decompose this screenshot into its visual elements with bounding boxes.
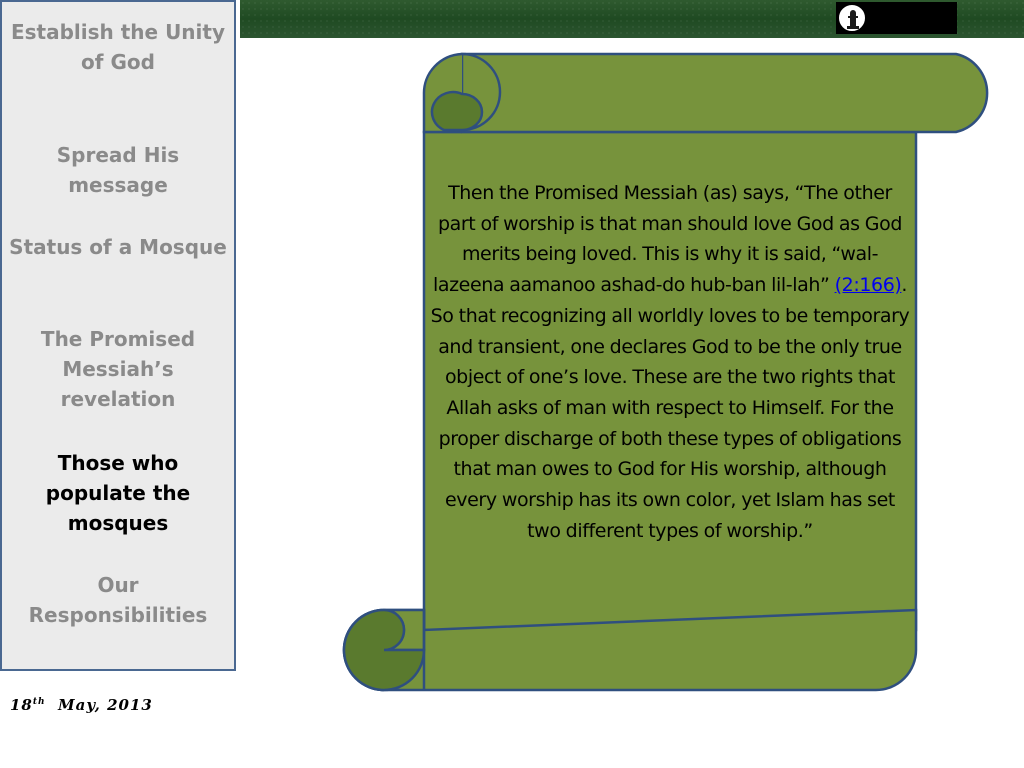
sidebar-item-spread-message[interactable]: Spread His message (56, 143, 180, 197)
sidebar-item-unity[interactable]: Establish the Unity of God (10, 20, 225, 74)
sidebar-item-status-mosque[interactable]: Status of a Mosque (9, 235, 227, 259)
sidebar-item-revelation[interactable]: The Promised Messiah’s revelation (40, 327, 196, 411)
minaret-logo-icon (838, 4, 866, 32)
date-label: 18th May, 2013 (10, 696, 153, 714)
logo (836, 2, 957, 34)
scroll-quote-text: Then the Promised Messiah (as) says, “The other part of worship is that man should love God as God merits being loved. This is why it is said, “wal-lazeena aamanoo ashad-do hub-ban lil-lah” (2:166). So that recognizing all worldly loves to be temporary and transient, one declares God to be the only true object of one’s love. These are the two rights that Allah asks of man with respect to Himself. For the proper discharge of both these types of obligations that man owes to God for His worship, although every worship has its own color, yet Islam has set two different types of worship.” (430, 182, 910, 542)
sidebar-item-populate-mosques[interactable]: Those who populate the mosques (45, 451, 191, 535)
sidebar-item-responsibilities[interactable]: Our Responsibilities (28, 573, 208, 627)
verse-reference-link[interactable]: (2:166) (834, 274, 902, 297)
